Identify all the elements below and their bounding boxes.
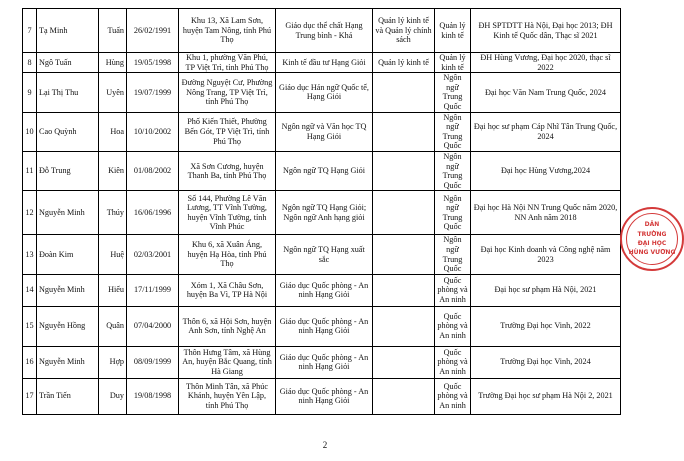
birth-date-cell: 19/08/1998: [127, 378, 179, 414]
institution-cell: Trường Đại học Vinh, 2024: [471, 346, 621, 378]
institution-cell: Đại học Kinh doanh và Công nghệ năm 2023: [471, 235, 621, 274]
institution-cell: ĐH Hùng Vương, Đại học 2020, thạc sĩ 2022: [471, 53, 621, 73]
second-degree-cell: [373, 191, 435, 235]
qualification-cell: Ngôn ngữ TQ Hạng Giỏi: [276, 151, 373, 190]
row-number: 7: [23, 9, 37, 53]
hometown-cell: Khu 1, phường Văn Phú, TP Việt Trì, tỉnh Phú Thọ: [179, 53, 276, 73]
institution-cell: ĐH SPTDTT Hà Nội, Đại học 2013; ĐH Kinh tế Quốc dân, Thạc sĩ 2021: [471, 9, 621, 53]
table-row: [23, 191, 621, 235]
given-name-cell: Tuấn: [99, 9, 127, 53]
field-cell: Quốc phòng và An ninh: [435, 346, 471, 378]
field-cell: Quốc phòng và An ninh: [435, 274, 471, 306]
table-row: [23, 112, 621, 151]
seal-text-line: HÙNG VƯƠNG: [628, 249, 676, 256]
second-degree-cell: [373, 378, 435, 414]
row-number: 14: [23, 274, 37, 306]
birth-date-cell: 26/02/1991: [127, 9, 179, 53]
given-name-cell: Huệ: [99, 235, 127, 274]
field-cell: Ngôn ngữ Trung Quốc: [435, 235, 471, 274]
institution-cell: Đại học sư phạm Cáp Nhĩ Tân Trung Quốc, 2024: [471, 112, 621, 151]
table-row: [23, 235, 621, 274]
institution-cell: Đại học Văn Nam Trung Quốc, 2024: [471, 73, 621, 112]
qualification-cell: Giáo dục Quốc phòng - An ninh Hạng Giỏi: [276, 274, 373, 306]
official-seal: [620, 207, 684, 271]
row-number: 8: [23, 53, 37, 73]
second-degree-cell: [373, 151, 435, 190]
table-row: [23, 306, 621, 346]
family-name-cell: Đỗ Trung: [37, 151, 99, 190]
field-cell: Quản lý kinh tế: [435, 53, 471, 73]
table-row: [23, 9, 621, 53]
family-name-cell: Nguyễn Minh: [37, 274, 99, 306]
given-name-cell: Hùng: [99, 53, 127, 73]
qualification-cell: Giáo dục Quốc phòng - An ninh Hạng Giỏi: [276, 346, 373, 378]
second-degree-cell: [373, 306, 435, 346]
hometown-cell: Khu 13, Xã Lam Sơn, huyện Tam Nông, tỉnh Phú Thọ: [179, 9, 276, 53]
given-name-cell: Quân: [99, 306, 127, 346]
row-number: 12: [23, 191, 37, 235]
hometown-cell: Thôn Minh Tân, xã Phúc Khánh, huyện Yên Lập, tỉnh Phú Thọ: [179, 378, 276, 414]
birth-date-cell: 08/09/1999: [127, 346, 179, 378]
institution-cell: Đại học Hùng Vương,2024: [471, 151, 621, 190]
institution-cell: Trường Đại học Vinh, 2022: [471, 306, 621, 346]
given-name-cell: Hiếu: [99, 274, 127, 306]
candidate-table: [22, 8, 621, 415]
institution-cell: Đại học sư phạm Hà Nội, 2021: [471, 274, 621, 306]
family-name-cell: Đoàn Kim: [37, 235, 99, 274]
second-degree-cell: Quản lý kinh tế: [373, 53, 435, 73]
hometown-cell: Khu 6, xã Xuân Áng, huyện Hạ Hòa, tỉnh Phú Thọ: [179, 235, 276, 274]
birth-date-cell: 01/08/2002: [127, 151, 179, 190]
seal-text-line: DÂN: [644, 221, 660, 228]
family-name-cell: Nguyễn Minh: [37, 191, 99, 235]
given-name-cell: Kiên: [99, 151, 127, 190]
row-number: 10: [23, 112, 37, 151]
second-degree-cell: [373, 274, 435, 306]
row-number: 16: [23, 346, 37, 378]
hometown-cell: Xã Sơn Cương, huyện Thanh Ba, tỉnh Phú Thọ: [179, 151, 276, 190]
row-number: 13: [23, 235, 37, 274]
institution-cell: Trường Đại học sư phạm Hà Nội 2, 2021: [471, 378, 621, 414]
hometown-cell: Thôn Hưng Tâm, xã Hùng An, huyện Bắc Quang, tỉnh Hà Giang: [179, 346, 276, 378]
family-name-cell: Trần Tiến: [37, 378, 99, 414]
family-name-cell: Tạ Minh: [37, 9, 99, 53]
second-degree-cell: [373, 73, 435, 112]
given-name-cell: Hợp: [99, 346, 127, 378]
institution-cell: Đại học Hà Nội NN Trung Quốc năm 2020, NN Anh năm 2018: [471, 191, 621, 235]
birth-date-cell: 07/04/2000: [127, 306, 179, 346]
second-degree-cell: [373, 112, 435, 151]
given-name-cell: Hoa: [99, 112, 127, 151]
seal-text-line: TRƯỜNG: [637, 231, 667, 238]
table-row: [23, 346, 621, 378]
qualification-cell: Ngôn ngữ và Văn học TQ Hạng Giỏi: [276, 112, 373, 151]
birth-date-cell: 10/10/2002: [127, 112, 179, 151]
qualification-cell: Kinh tế đầu tư Hạng Giỏi: [276, 53, 373, 73]
table-row: [23, 53, 621, 73]
second-degree-cell: [373, 235, 435, 274]
table-row: [23, 73, 621, 112]
birth-date-cell: 19/07/1999: [127, 73, 179, 112]
second-degree-cell: Quản lý kinh tế và Quản lý chính sách: [373, 9, 435, 53]
table-row: [23, 378, 621, 414]
field-cell: Quốc phòng và An ninh: [435, 306, 471, 346]
field-cell: Ngôn ngữ Trung Quốc: [435, 151, 471, 190]
given-name-cell: Thúy: [99, 191, 127, 235]
given-name-cell: Uyên: [99, 73, 127, 112]
birth-date-cell: 19/05/1998: [127, 53, 179, 73]
field-cell: Ngôn ngữ Trung Quốc: [435, 73, 471, 112]
birth-date-cell: 16/06/1996: [127, 191, 179, 235]
hometown-cell: Thôn 6, xã Hội Sơn, huyện Anh Sơn, tỉnh Nghệ An: [179, 306, 276, 346]
row-number: 11: [23, 151, 37, 190]
field-cell: Quản lý kinh tế: [435, 9, 471, 53]
family-name-cell: Ngô Tuấn: [37, 53, 99, 73]
table-row: [23, 274, 621, 306]
second-degree-cell: [373, 346, 435, 378]
field-cell: Ngôn ngữ Trung Quốc: [435, 191, 471, 235]
family-name-cell: Lại Thị Thu: [37, 73, 99, 112]
qualification-cell: Giáo dục Hán ngữ Quốc tế, Hạng Giỏi: [276, 73, 373, 112]
birth-date-cell: 17/11/1999: [127, 274, 179, 306]
field-cell: Quốc phòng và An ninh: [435, 378, 471, 414]
hometown-cell: Phố Kiến Thiết, Phường Bến Gót, TP Việt Trì, tỉnh Phú Thọ: [179, 112, 276, 151]
row-number: 9: [23, 73, 37, 112]
row-number: 17: [23, 378, 37, 414]
seal-text-line: ĐẠI HỌC: [637, 240, 667, 247]
family-name-cell: Nguyễn Hồng: [37, 306, 99, 346]
family-name-cell: Cao Quỳnh: [37, 112, 99, 151]
qualification-cell: Ngôn ngữ TQ Hạng xuất sắc: [276, 235, 373, 274]
row-number: 15: [23, 306, 37, 346]
hometown-cell: Xóm 1, Xã Châu Sơn, huyện Ba Vì, TP Hà Nội: [179, 274, 276, 306]
hometown-cell: Đường Nguyệt Cư, Phường Nông Trang, TP Việt Trì, tỉnh Phú Thọ: [179, 73, 276, 112]
family-name-cell: Nguyễn Minh: [37, 346, 99, 378]
birth-date-cell: 02/03/2001: [127, 235, 179, 274]
table-row: [23, 151, 621, 190]
page-number: 2: [322, 440, 328, 450]
qualification-cell: Giáo dục Quốc phòng - An ninh Hạng Giỏi: [276, 306, 373, 346]
qualification-cell: Ngôn ngữ TQ Hạng Giỏi; Ngôn ngữ Anh hạng giỏi: [276, 191, 373, 235]
qualification-cell: Giáo dục thể chất Hạng Trung bình - Khá: [276, 9, 373, 53]
given-name-cell: Duy: [99, 378, 127, 414]
field-cell: Ngôn ngữ Trung Quốc: [435, 112, 471, 151]
qualification-cell: Giáo dục Quốc phòng - An ninh Hạng Giỏi: [276, 378, 373, 414]
hometown-cell: Số 144, Phường Lê Văn Lương, TT Vĩnh Tường, huyện Vĩnh Tường, tỉnh Vĩnh Phúc: [179, 191, 276, 235]
